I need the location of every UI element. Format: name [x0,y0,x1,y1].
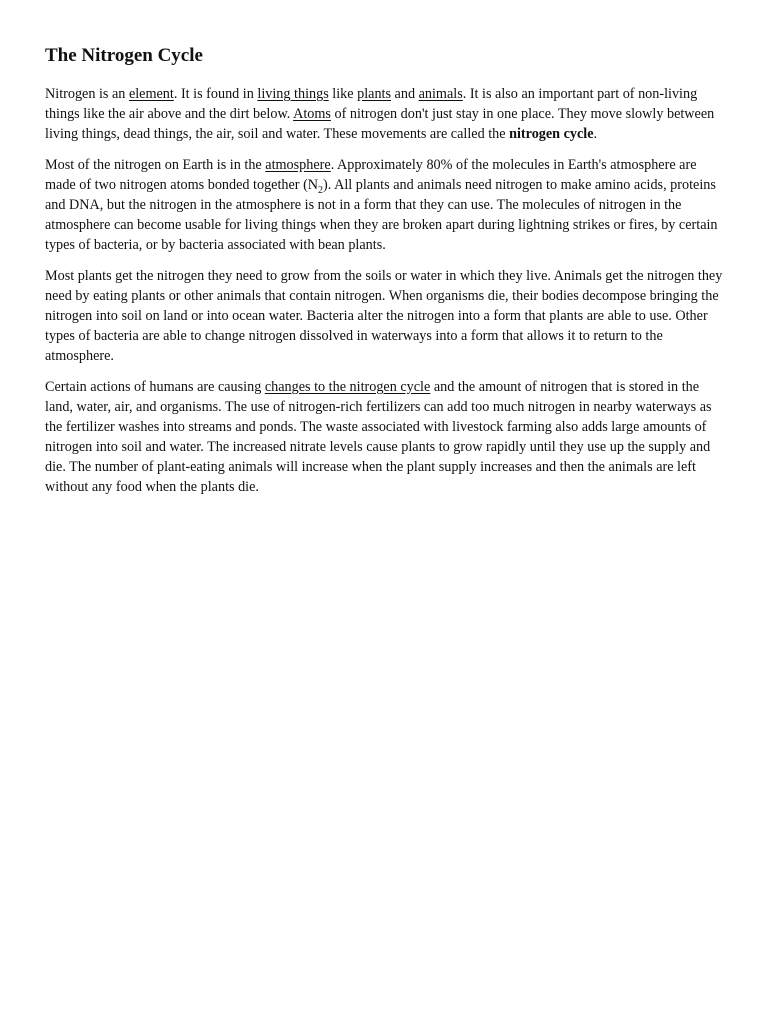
link-changes-to-nitrogen-cycle[interactable]: changes to the nitrogen cycle [264,379,431,395]
link-plants[interactable]: plants [357,86,391,102]
text: . Approximately 80% of the molecules in Earth's atmosphere are made of two nitrogen atoms bonded together (N [45,157,697,193]
text: ). All plants and animals need nitrogen to make amino acids, proteins and DNA, but the nitrogen in the atmosphere is not in a form that they can use. The molecules of nitrogen in the atmosphere can become usable for living things when they are broken apart during lightning strikes or fires, by certain types of bacteria, or by bacteria associated with bean plants. [45,177,718,253]
text: Nitrogen is an [45,86,129,102]
text: Certain actions of humans are causing [45,379,265,395]
link-atmosphere[interactable]: atmosphere [265,157,331,173]
text: . It is also an important part of non-living things like the air above and the dirt below. [45,86,698,122]
page-title: The Nitrogen Cycle [45,45,203,66]
link-atoms[interactable]: Atoms [293,106,331,122]
text: Most of the nitrogen on Earth is in the [45,157,266,173]
link-living-things[interactable]: living things [257,86,329,102]
text: . [593,126,598,142]
paragraph-plants-animals: Most plants get the nitrogen they need to grow from the soils or water in which they live. Animals get the nitrogen they need by eating plants or other animals that contain nitrogen. When organisms die, their bodies decompose bringing the nitrogen into soil on land or into ocean water. Bacteria alter the nitrogen into a form that plants are able to use. Other types of bacteria are able to change nitrogen dissolved in waterways into a form that allows it to return to the atmosphere. [45,268,723,364]
subscript: 2 [318,184,324,196]
paragraph-human-impact [45,377,725,497]
text: and [391,86,419,102]
bold-term-nitrogen-cycle: nitrogen cycle [509,126,594,142]
link-element[interactable]: element [128,86,174,102]
text: like [328,86,358,102]
text: and the amount of nitrogen that is stored in the land, water, air, and organisms. The use of nitrogen-rich fertilizers can add too much nitrogen in nearby waterways as the fertilizer washes into streams and ponds. The waste associated with livestock farming also adds large amounts of nitrogen into soil and water. The increased nitrate levels cause plants to grow rapidly until they use up the supply and die. The number of plant-eating animals will increase when the plant supply increases and then the animals are left without any food when the plants die. [45,379,712,495]
paragraph-intro [45,84,725,144]
text: of nitrogen don't just stay in one place. They move slowly between living things, dead things, the air, soil and water. These movements are called the [45,106,715,142]
link-animals[interactable]: animals [418,86,463,102]
paragraph-atmosphere [45,155,725,255]
text: . It is found in [173,86,258,102]
